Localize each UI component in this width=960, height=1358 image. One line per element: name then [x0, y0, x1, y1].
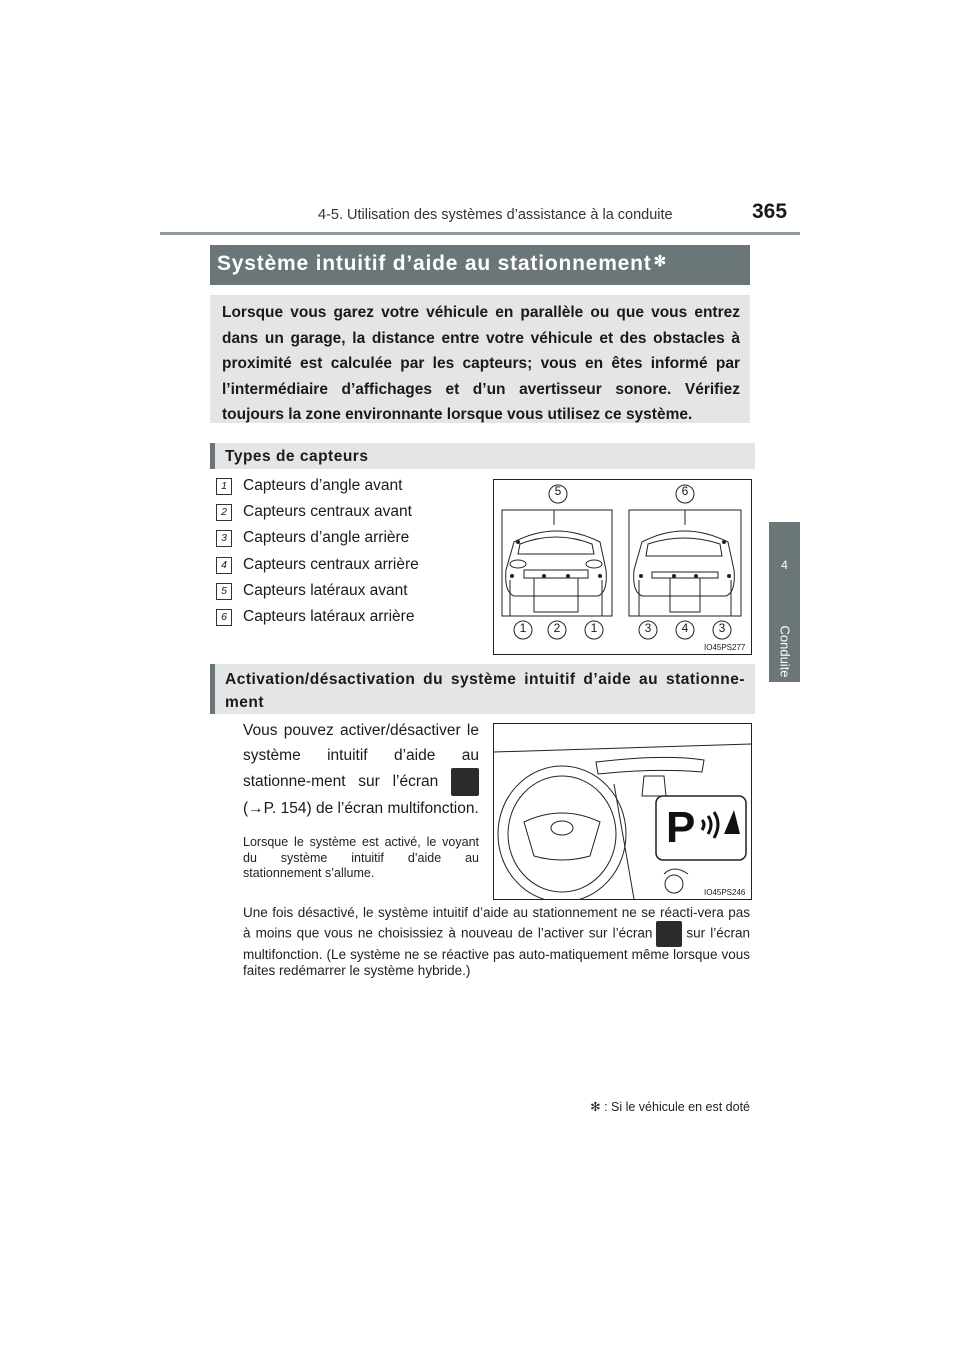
callout-number: 5: [554, 484, 562, 498]
sensor-location-figure: [493, 479, 752, 655]
activation-note-2: [243, 905, 750, 979]
settings-icon: [656, 921, 682, 947]
page-title-text: Système intuitif d’aide au stationnement: [217, 252, 652, 275]
page-title: [217, 252, 667, 276]
footnote: ✻ : Si le véhicule en est doté: [590, 1100, 750, 1114]
callout-number: 1: [519, 621, 527, 635]
chapter-number: 4: [781, 558, 788, 572]
activation-body-part1: Vous pouvez activer/désactiver le système intuitif d’aide au stationne-ment sur l’écran: [243, 722, 479, 791]
parking-assist-indicator: P: [666, 803, 696, 852]
callout-number: 4: [681, 621, 689, 635]
sensor-item-number: 4: [216, 557, 232, 574]
activation-note-2-part2: sur l’écran multifonction. (Le système ne se réactive pas auto-matiquement même lorsque vous faites redémarrer le système hybride.): [243, 925, 750, 978]
header-rule: [160, 232, 800, 235]
sensor-item-number: 5: [216, 583, 232, 600]
title-footnote-star: ✻: [653, 253, 667, 270]
page-number: 365: [752, 200, 788, 223]
intro-text: Lorsque vous garez votre véhicule en parallèle ou que vous entrez dans un garage, la distance entre votre véhicule et des obstacles à proximité est calculée par les capteurs; vous en êtes informé par l’intermédiaire d’affichages et d’un avertisseur sonore. Vérifiez toujours la zone environnante lorsque vous utilisez ce système.: [222, 304, 740, 423]
callout-number: 1: [590, 621, 598, 635]
callout-number: 2: [553, 621, 561, 635]
dashboard-illustration: [494, 724, 751, 899]
activation-body: [243, 718, 479, 821]
figure-code: IO45PS277: [704, 643, 746, 652]
callout-number: 3: [718, 621, 726, 635]
chapter-label: Conduite: [777, 625, 793, 678]
activation-heading: Activation/désactivation du système intuitif d’aide au stationne-ment: [225, 671, 745, 711]
sensor-item-label: Capteurs centraux arrière: [243, 556, 419, 573]
sensor-item-label: Capteurs latéraux arrière: [243, 608, 415, 625]
activation-body-part2: (→P. 154) de l’écran multifonction.: [243, 800, 479, 817]
callout-number: 6: [681, 484, 689, 498]
sensor-item-label: Capteurs centraux avant: [243, 503, 412, 520]
sensor-item-number: 3: [216, 530, 232, 547]
car-front-rear-illustration: [494, 480, 751, 654]
sensor-item-number: 1: [216, 478, 232, 495]
settings-icon: [451, 768, 479, 796]
callout-number: 3: [644, 621, 652, 635]
figure-code: IO45PS246: [704, 888, 746, 897]
dashboard-indicator-figure: [493, 723, 752, 900]
activation-note-2-part1: Une fois désactivé, le système intuitif d’aide au stationnement ne se réacti-vera pas à moins que vous ne choisissiez à nouveau de l’activer sur l’écran: [243, 905, 750, 941]
activation-note-1: Lorsque le système est activé, le voyant du système intuitif d’aide au stationnement s’allume.: [243, 835, 479, 880]
sensor-types-heading: Types de capteurs: [225, 448, 369, 465]
sensor-item-label: Capteurs d’angle arrière: [243, 529, 410, 546]
sensor-item-number: 2: [216, 504, 232, 521]
sensor-item-label: Capteurs latéraux avant: [243, 582, 408, 599]
section-header: 4-5. Utilisation des systèmes d’assistance à la conduite: [318, 207, 673, 223]
sensor-item-label: Capteurs d’angle avant: [243, 477, 403, 494]
sensor-item-number: 6: [216, 609, 232, 626]
